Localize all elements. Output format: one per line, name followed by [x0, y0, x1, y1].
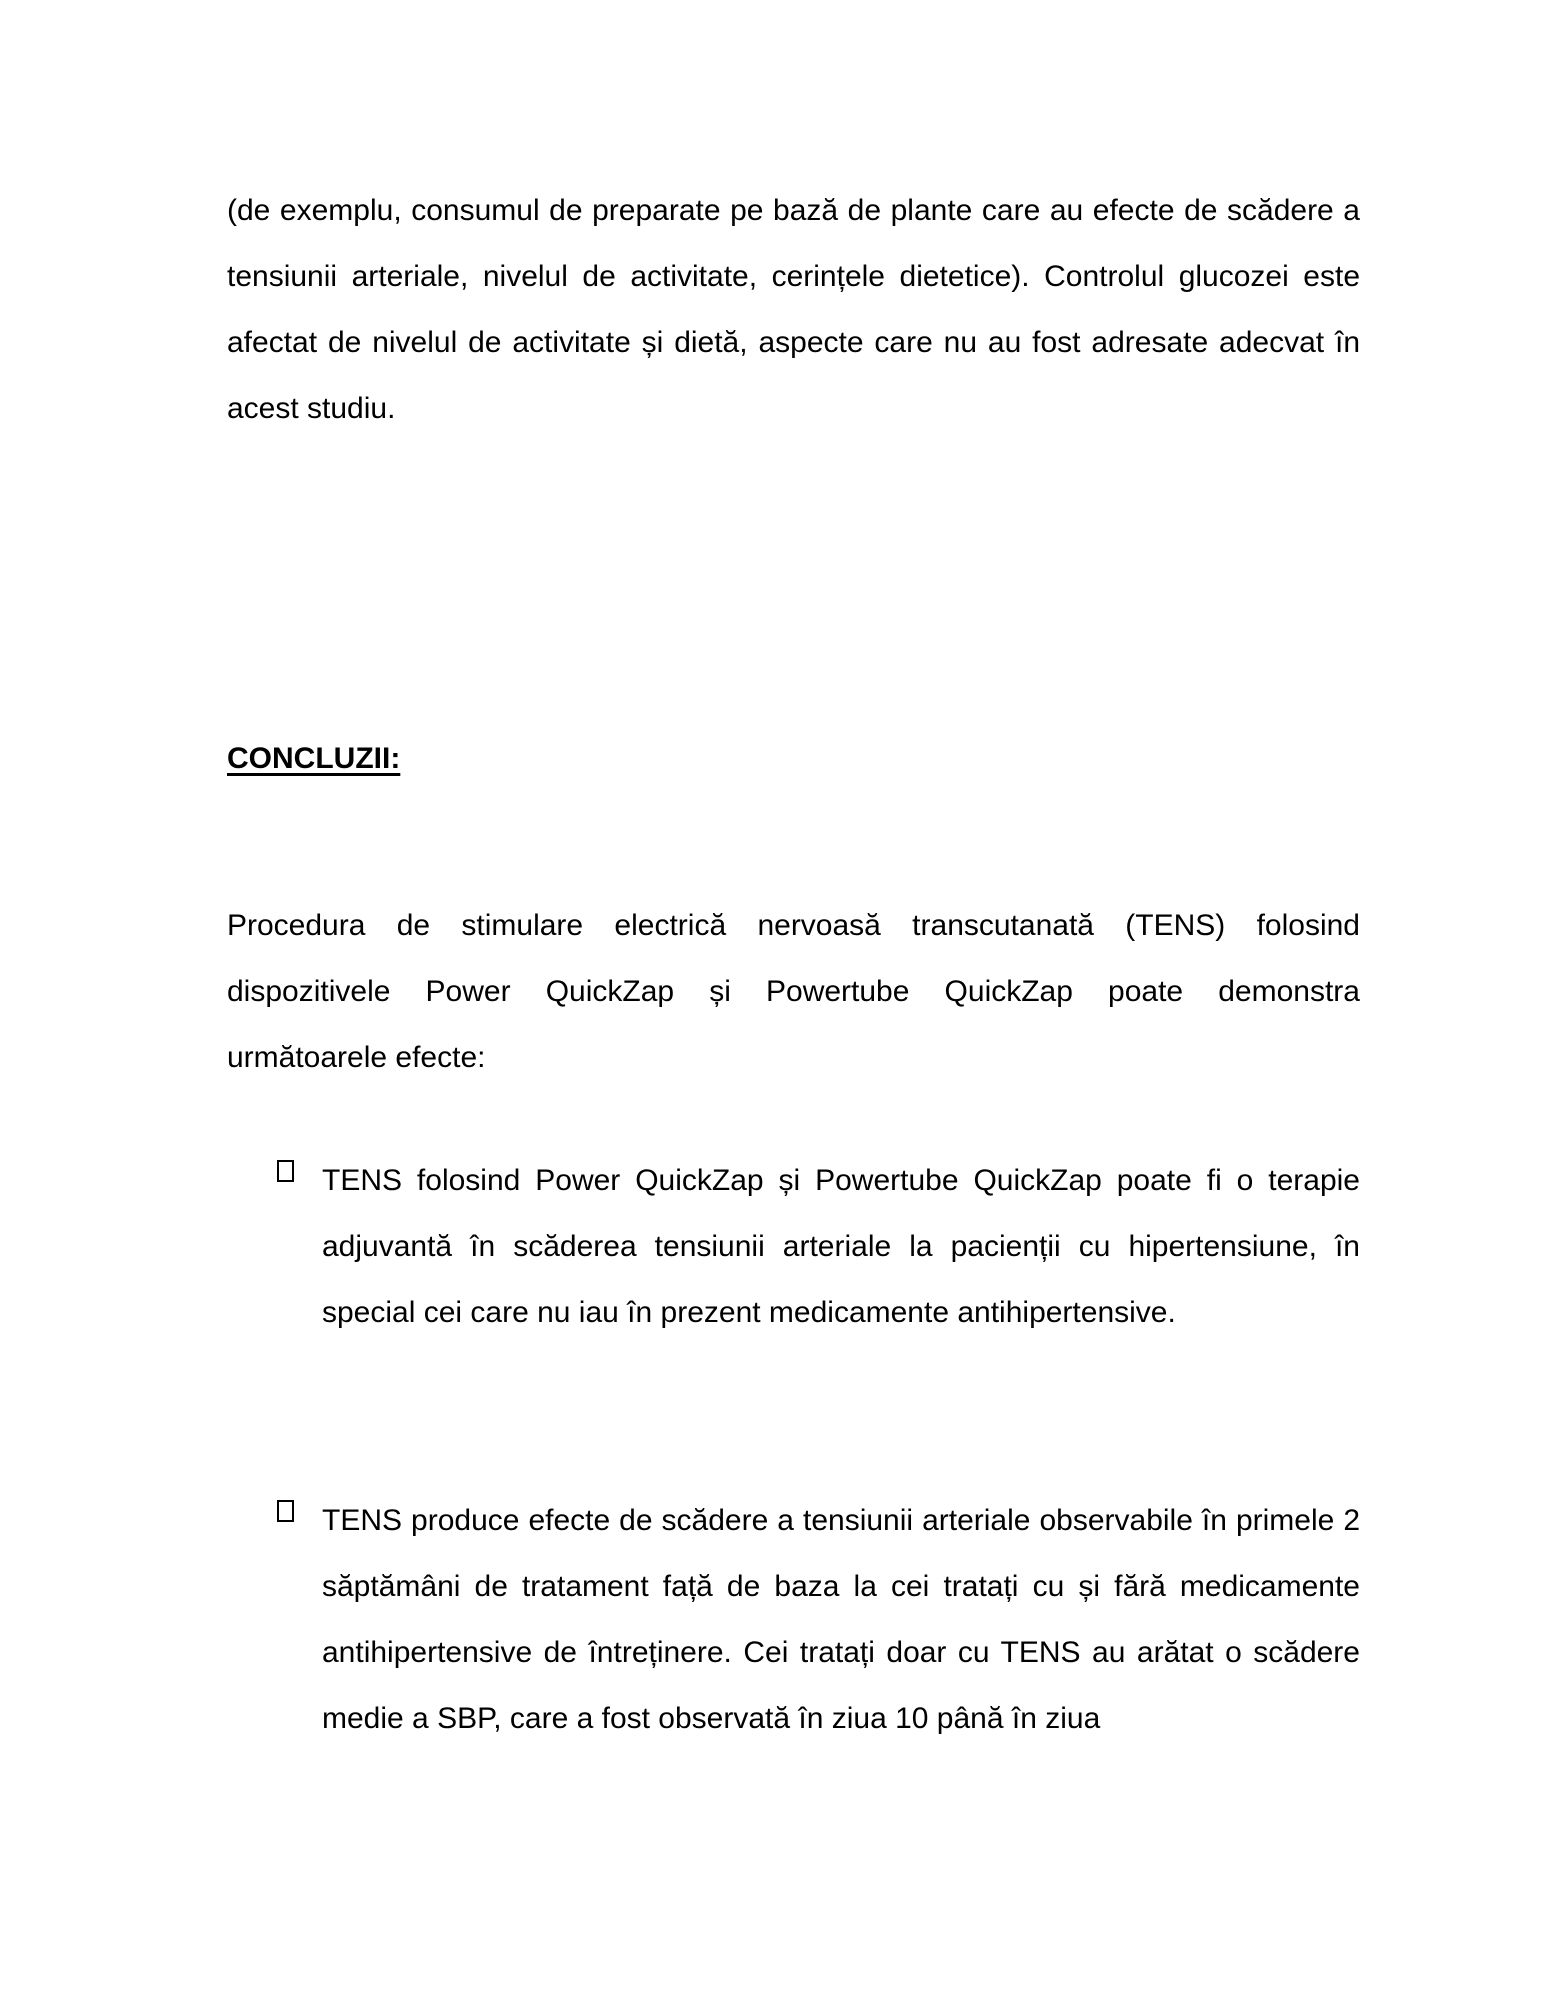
text-line: adjuvantă în scăderea tensiunii arteriale la pacienții cu hipertensiune, în: [322, 1230, 1360, 1263]
lead-paragraph: [227, 893, 1360, 1091]
conclusions-heading: [227, 726, 1360, 792]
text-line: (de exemplu, consumul de preparate pe bază de plante care au efecte de scădere a: [227, 194, 1360, 227]
empty-square-bullet-icon: [277, 1160, 294, 1182]
text-line: afectat de nivelul de activitate și dietă, aspecte care nu au fost adresate adecvat în: [227, 326, 1360, 359]
text-line: TENS produce efecte de scădere a tensiunii arteriale observabile în primele 2: [322, 1504, 1360, 1537]
text-line: Procedura de stimulare electrică nervoasă transcutanată (TENS) folosind: [227, 909, 1360, 942]
text-line: TENS folosind Power QuickZap și Powertube QuickZap poate fi o terapie: [322, 1164, 1360, 1197]
empty-square-bullet-icon: [277, 1500, 294, 1522]
intro-paragraph: [227, 178, 1360, 442]
text-line: săptămâni de tratament față de baza la cei tratați cu și fără medicamente: [322, 1570, 1360, 1603]
text-line: antihipertensive de întreținere. Cei tratați doar cu TENS au arătat o scădere: [322, 1636, 1360, 1669]
list-item: [227, 1488, 1360, 1752]
text-line: următoarele efecte:: [227, 1041, 486, 1074]
text-line: dispozitivele Power QuickZap și Powertube QuickZap poate demonstra: [227, 975, 1360, 1008]
text-line: acest studiu.: [227, 392, 396, 425]
conclusions-list: [227, 1148, 1360, 1752]
text-line: medie a SBP, care a fost observată în ziua 10 până în ziua: [322, 1702, 1101, 1735]
text-line: special cei care nu iau în prezent medicamente antihipertensive.: [322, 1296, 1176, 1329]
text-line: tensiunii arteriale, nivelul de activitate, cerințele dietetice). Controlul glucozei este: [227, 260, 1360, 293]
list-item: [227, 1148, 1360, 1346]
conclusions-heading-label: CONCLUZII:: [227, 742, 401, 775]
